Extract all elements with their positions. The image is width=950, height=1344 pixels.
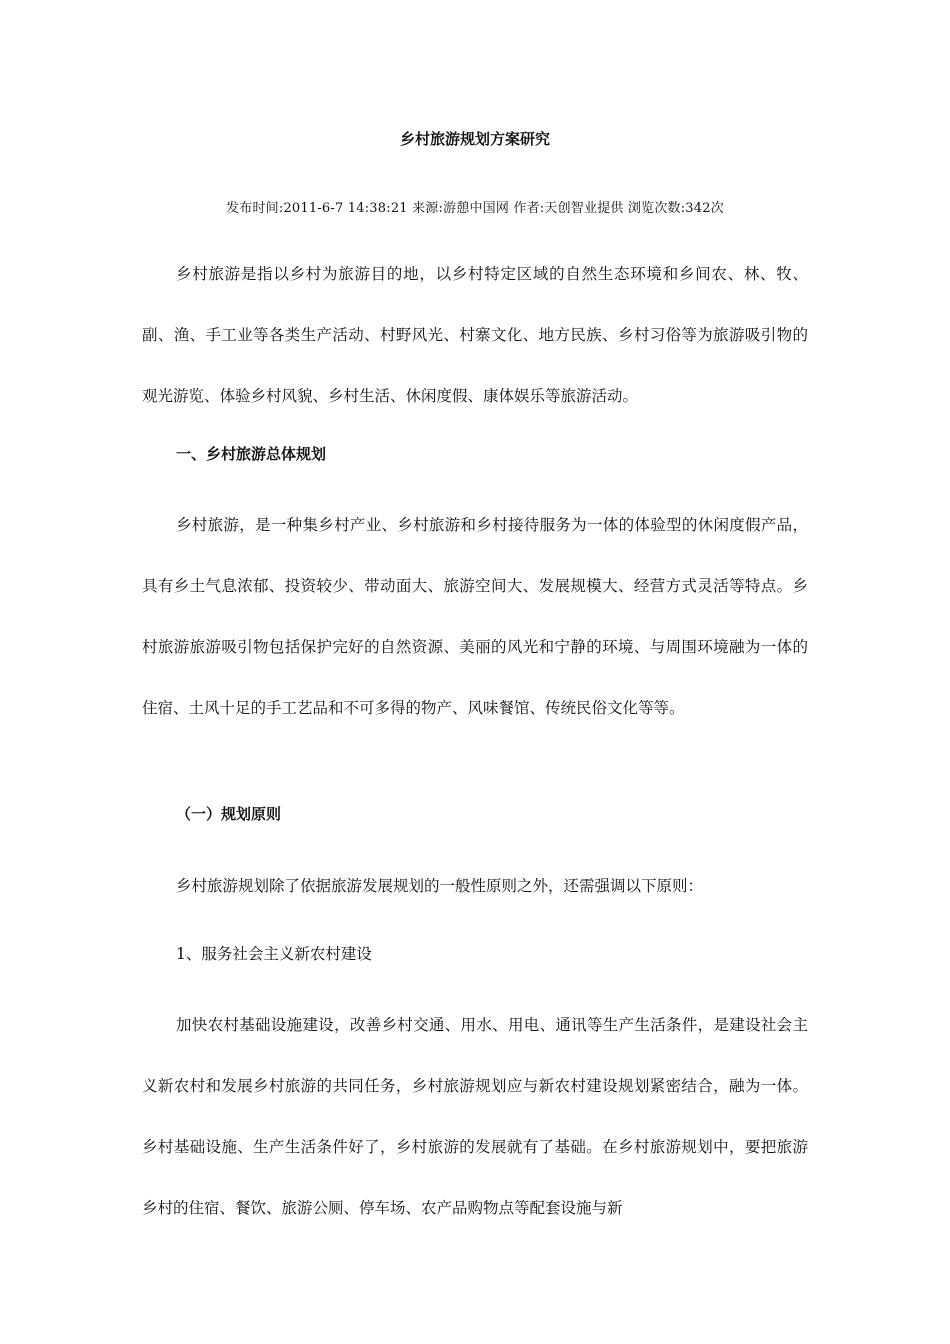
subsection-heading-principles: （一）规划原则 xyxy=(176,805,282,823)
item-paragraph: 加快农村基础设施建设，改善乡村交通、用水、用电、通讯等生产生活条件，是建设社会主义新农村和发展乡村旅游的共同任务，乡村旅游规划应与新农村建设规划紧密结合，融为一体。乡村基础设施、生产生活条件好了，乡村旅游的发展就有了基础。在乡村旅游规划中，要把旅游乡村的住宿、餐饮、旅游公厕、停车场、农产品购物点等配套设施与新 xyxy=(142,1016,808,1217)
section-paragraph: 乡村旅游，是一种集乡村产业、乡村旅游和乡村接待服务为一体的体验型的休闲度假产品，具有乡土气息浓郁、投资较少、带动面大、旅游空间大、发展规模大、经营方式灵活等特点。乡村旅游旅游吸引物包括保护完好的自然资源、美丽的风光和宁静的环境、与周围环境融为一体的住宿、土风十足的手工艺品和不可多得的物产、风味餐馆、传统民俗文化等等。 xyxy=(142,516,808,717)
intro-paragraph: 乡村旅游是指以乡村为旅游目的地，以乡村特定区域的自然生态环境和乡间农、林、牧、副、渔、手工业等各类生产活动、村野风光、村寨文化、地方民族、乡村习俗等为旅游吸引物的观光游览、体验乡村风貌、乡村生活、休闲度假、康体娱乐等旅游活动。 xyxy=(142,265,808,405)
item-heading-new-countryside: 1、服务社会主义新农村建设 xyxy=(176,945,372,963)
principles-intro: 乡村旅游规划除了依据旅游发展规划的一般性原则之外，还需强调以下原则： xyxy=(176,877,704,895)
section-heading-overall-plan: 一、乡村旅游总体规划 xyxy=(176,445,327,463)
publish-meta: 发布时间:2011-6-7 14:38:21 来源:游憩中国网 作者:天创智业提供 浏览次数:342次 xyxy=(226,201,724,216)
document-title: 乡村旅游规划方案研究 xyxy=(399,130,550,148)
